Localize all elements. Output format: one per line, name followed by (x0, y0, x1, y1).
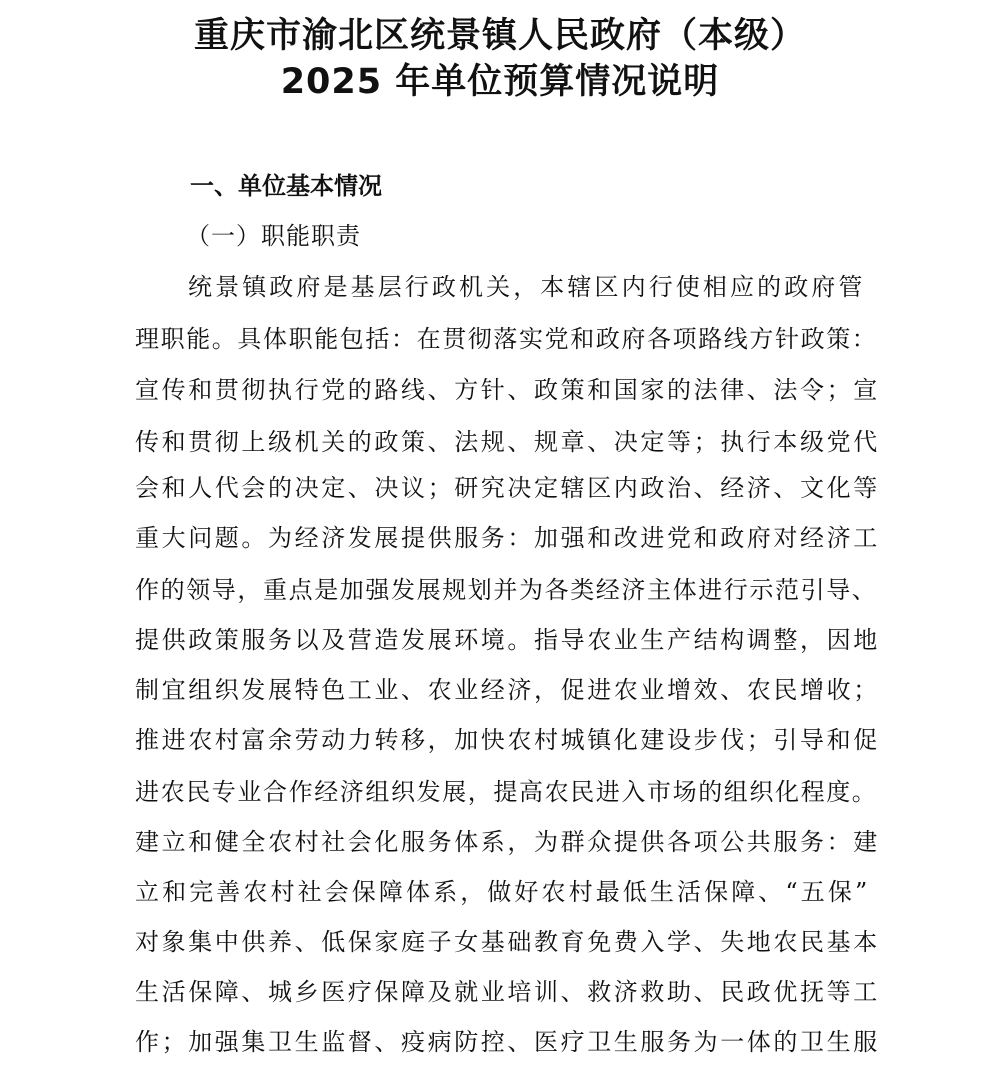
paragraph-line: 立和完善农村社会保障体系，做好农村最低生活保障、“五保” (135, 878, 871, 906)
paragraph-line: 进农民专业合作经济组织发展，提高农民进入市场的组织化程度。 (135, 778, 878, 806)
paragraph-line: 会和人代会的决定、决议；研究决定辖区内政治、经济、文化等 (135, 474, 880, 502)
paragraph-line: 推进农村富余劳动力转移，加快农村城镇化建设步伐；引导和促 (135, 726, 880, 754)
paragraph-line: 作的领导，重点是加强发展规划并为各类经济主体进行示范引导、 (135, 576, 878, 604)
document-title-line-1: 重庆市渝北区统景镇人民政府（本级） (193, 16, 806, 56)
paragraph-line: 理职能。具体职能包括：在贯彻落实党和政府各项路线方针政策： (135, 325, 878, 353)
document-title-line-2: 2025 年单位预算情况说明 (280, 62, 720, 102)
section-heading-basic-info: 一、单位基本情况 (190, 172, 382, 200)
subsection-heading-functions: （一）职能职责 (186, 222, 361, 250)
paragraph-line: 重大问题。为经济发展提供服务：加强和改进党和政府对经济工 (135, 524, 880, 552)
paragraph-line: 制宜组织发展特色工业、农业经济，促进农业增效、农民增收； (135, 676, 880, 704)
paragraph-line: 作；加强集卫生监督、疫病防控、医疗卫生服务为一体的卫生服 (135, 1028, 880, 1056)
paragraph-line: 提供政策服务以及营造发展环境。指导农业生产结构调整，因地 (135, 626, 880, 654)
paragraph-line: 对象集中供养、低保家庭子女基础教育免费入学、失地农民基本 (135, 928, 880, 956)
paragraph-line: 建立和健全农村社会化服务体系，为群众提供各项公共服务：建 (135, 828, 880, 856)
paragraph-line: 宣传和贯彻执行党的路线、方针、政策和国家的法律、法令；宣 (135, 376, 880, 404)
paragraph-line: 传和贯彻上级机关的政策、法规、规章、决定等；执行本级党代 (135, 428, 880, 456)
paragraph-line: 统景镇政府是基层行政机关，本辖区内行使相应的政府管 (188, 273, 866, 301)
paragraph-line: 生活保障、城乡医疗保障及就业培训、救济救助、民政优抚等工 (135, 978, 880, 1006)
